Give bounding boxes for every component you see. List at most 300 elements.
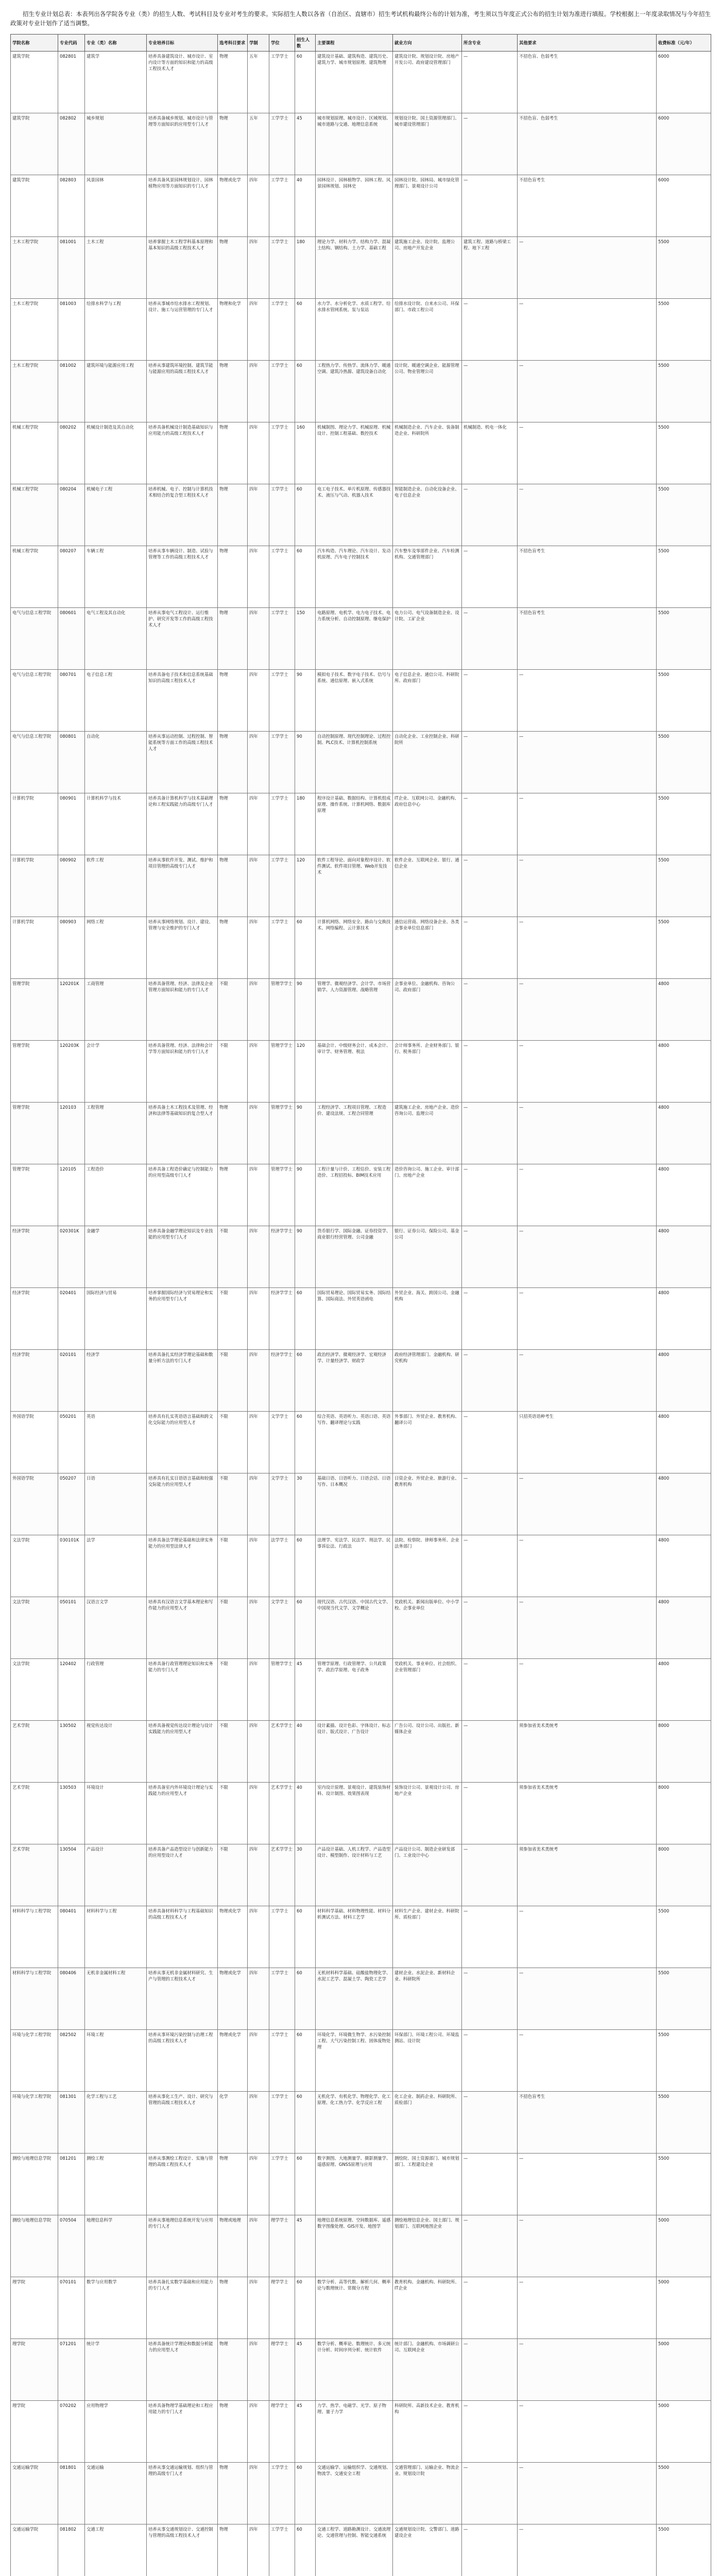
included-majors-cell: — bbox=[462, 793, 518, 855]
major-code-cell: 130503 bbox=[58, 1783, 85, 1844]
table-row bbox=[11, 361, 711, 422]
subject-requirement-cell: 物理 bbox=[218, 113, 248, 175]
major-code-cell: 020101 bbox=[58, 1350, 85, 1412]
degree-cell: 工学学士 bbox=[269, 175, 295, 237]
quota-cell: 40 bbox=[295, 1783, 316, 1844]
courses-cell: 室内设计原理、景观设计、建筑装饰材料、设计制图、效果图表现 bbox=[316, 1783, 393, 1844]
tuition-cell: 5500 bbox=[657, 422, 711, 484]
subject-requirement-cell: 不限 bbox=[218, 1350, 248, 1412]
degree-cell: 工学学士 bbox=[269, 2463, 295, 2524]
major-code-cell: 020301K bbox=[58, 1226, 85, 1288]
major-code-cell: 050101 bbox=[58, 1597, 85, 1659]
column-header: 专业（类）名称 bbox=[85, 35, 147, 52]
table-row bbox=[11, 1226, 711, 1288]
training-goal-cell: 培养具有扎实英语语言基础和跨文化交际能力的应用型人才 bbox=[147, 1412, 218, 1473]
courses-cell: 材料科学基础、材料物理性能、材料分析测试方法、材料工艺学 bbox=[316, 1906, 393, 1968]
other-requirements-cell: — bbox=[518, 2277, 657, 2339]
subject-requirement-cell: 物理 bbox=[218, 484, 248, 546]
career-cell: 会计师事务所、企业财务部门、银行、税务部门 bbox=[393, 1041, 462, 1103]
subject-requirement-cell: 物理或化学 bbox=[218, 1906, 248, 1968]
training-goal-cell: 培养具备管理、经济、法律及企业管理方面知识和能力的专门人才 bbox=[147, 979, 218, 1041]
college-cell: 电气与信息工程学院 bbox=[11, 732, 58, 793]
included-majors-cell: — bbox=[462, 732, 518, 793]
college-cell: 文法学院 bbox=[11, 1597, 58, 1659]
major-code-cell: 080601 bbox=[58, 608, 85, 670]
degree-cell: 文学学士 bbox=[269, 1597, 295, 1659]
table-row bbox=[11, 1535, 711, 1597]
college-cell: 电气与信息工程学院 bbox=[11, 608, 58, 670]
other-requirements-cell: — bbox=[518, 2154, 657, 2215]
tuition-cell: 4800 bbox=[657, 1226, 711, 1288]
subject-requirement-cell: 不限 bbox=[218, 1226, 248, 1288]
career-cell: 装饰设计公司、景观设计公司、房地产企业 bbox=[393, 1783, 462, 1844]
degree-cell: 理学学士 bbox=[269, 2339, 295, 2401]
included-majors-cell: — bbox=[462, 1164, 518, 1226]
duration-cell: 五年 bbox=[248, 52, 269, 113]
college-cell: 管理学院 bbox=[11, 1164, 58, 1226]
college-cell: 机械工程学院 bbox=[11, 422, 58, 484]
other-requirements-cell: 须参加省美术类统考 bbox=[518, 1844, 657, 1906]
other-requirements-cell: — bbox=[518, 2339, 657, 2401]
tuition-cell: 5500 bbox=[657, 732, 711, 793]
quota-cell: 60 bbox=[295, 2030, 316, 2092]
subject-requirement-cell: 物理 bbox=[218, 2524, 248, 2576]
quota-cell: 120 bbox=[295, 855, 316, 917]
table-row bbox=[11, 1968, 711, 2030]
career-cell: 交通规划设计院、交警部门、道路建设企业 bbox=[393, 2524, 462, 2576]
quota-cell: 60 bbox=[295, 2277, 316, 2339]
training-goal-cell: 培养从事车辆设计、制造、试验与管理等工作的高级工程技术人才 bbox=[147, 546, 218, 608]
included-majors-cell: — bbox=[462, 1906, 518, 1968]
included-majors-cell: — bbox=[462, 917, 518, 979]
career-cell: 交通管理部门、运输企业、物流企业、规划设计院 bbox=[393, 2463, 462, 2524]
subject-requirement-cell: 物理或地理 bbox=[218, 2215, 248, 2277]
college-cell: 经济学院 bbox=[11, 1226, 58, 1288]
quota-cell: 60 bbox=[295, 299, 316, 361]
tuition-cell: 5500 bbox=[657, 237, 711, 299]
enrollment-plan-table bbox=[10, 34, 711, 2576]
training-goal-cell: 培养具备物理学基础理论和工程应用能力的专门人才 bbox=[147, 2401, 218, 2463]
duration-cell: 四年 bbox=[248, 1597, 269, 1659]
major-name-cell: 行政管理 bbox=[85, 1659, 147, 1721]
major-name-cell: 建筑学 bbox=[85, 52, 147, 113]
table-row bbox=[11, 1721, 711, 1783]
tuition-cell: 5500 bbox=[657, 670, 711, 732]
major-name-cell: 机械电子工程 bbox=[85, 484, 147, 546]
column-header: 主要课程 bbox=[316, 35, 393, 52]
subject-requirement-cell: 不限 bbox=[218, 1288, 248, 1350]
subject-requirement-cell: 不限 bbox=[218, 1412, 248, 1473]
career-cell: 园林设计院、园林局、城市绿化管理部门、景观设计公司 bbox=[393, 175, 462, 237]
other-requirements-cell: — bbox=[518, 1535, 657, 1597]
major-name-cell: 电气工程及其自动化 bbox=[85, 608, 147, 670]
duration-cell: 四年 bbox=[248, 2215, 269, 2277]
major-code-cell: 080903 bbox=[58, 917, 85, 979]
subject-requirement-cell: 不限 bbox=[218, 1659, 248, 1721]
duration-cell: 四年 bbox=[248, 670, 269, 732]
tuition-cell: 4800 bbox=[657, 1350, 711, 1412]
major-code-cell: 080401 bbox=[58, 1906, 85, 1968]
major-code-cell: 081301 bbox=[58, 2092, 85, 2154]
duration-cell: 四年 bbox=[248, 1783, 269, 1844]
career-cell: 测绘地理信息企业、国土部门、规划部门、互联网地图企业 bbox=[393, 2215, 462, 2277]
major-name-cell: 数学与应用数学 bbox=[85, 2277, 147, 2339]
degree-cell: 文学学士 bbox=[269, 1412, 295, 1473]
courses-cell: 电工电子技术、单片机原理、传感器技术、液压与气动、机器人技术 bbox=[316, 484, 393, 546]
major-name-cell: 风景园林 bbox=[85, 175, 147, 237]
other-requirements-cell: — bbox=[518, 1659, 657, 1721]
included-majors-cell: 建筑工程、道路与桥梁工程、地下工程 bbox=[462, 237, 518, 299]
training-goal-cell: 培养具备视觉传达设计理论与设计实践能力的应用型人才 bbox=[147, 1721, 218, 1783]
quota-cell: 60 bbox=[295, 1968, 316, 2030]
tuition-cell: 8000 bbox=[657, 1721, 711, 1783]
duration-cell: 四年 bbox=[248, 484, 269, 546]
degree-cell: 理学学士 bbox=[269, 2215, 295, 2277]
major-name-cell: 环境工程 bbox=[85, 2030, 147, 2092]
quota-cell: 40 bbox=[295, 175, 316, 237]
degree-cell: 管理学学士 bbox=[269, 979, 295, 1041]
included-majors-cell: — bbox=[462, 979, 518, 1041]
career-cell: 政府经济管理部门、金融机构、研究机构 bbox=[393, 1350, 462, 1412]
college-cell: 外国语学院 bbox=[11, 1412, 58, 1473]
other-requirements-cell: 不招色盲考生 bbox=[518, 175, 657, 237]
subject-requirement-cell: 物理 bbox=[218, 546, 248, 608]
major-name-cell: 汉语言文学 bbox=[85, 1597, 147, 1659]
table-row bbox=[11, 1164, 711, 1226]
major-name-cell: 法学 bbox=[85, 1535, 147, 1597]
courses-cell: 基础日语、日语听力、日语会话、日语写作、日本概况 bbox=[316, 1473, 393, 1535]
subject-requirement-cell: 不限 bbox=[218, 979, 248, 1041]
included-majors-cell: — bbox=[462, 2277, 518, 2339]
courses-cell: 理论力学、材料力学、结构力学、混凝土结构、钢结构、土力学、基础工程 bbox=[316, 237, 393, 299]
career-cell: 法院、检察院、律师事务所、企业法务部门 bbox=[393, 1535, 462, 1597]
other-requirements-cell: — bbox=[518, 1473, 657, 1535]
duration-cell: 四年 bbox=[248, 1103, 269, 1164]
tuition-cell: 6000 bbox=[657, 113, 711, 175]
major-name-cell: 会计学 bbox=[85, 1041, 147, 1103]
degree-cell: 经济学学士 bbox=[269, 1350, 295, 1412]
column-header: 专业代码 bbox=[58, 35, 85, 52]
training-goal-cell: 培养具备法学理论基础和法律实务能力的应用型法律人才 bbox=[147, 1535, 218, 1597]
training-goal-cell: 培养从事网络规划、设计、建设、管理与安全维护的专门人才 bbox=[147, 917, 218, 979]
college-cell: 艺术学院 bbox=[11, 1721, 58, 1783]
tuition-cell: 4800 bbox=[657, 1597, 711, 1659]
training-goal-cell: 培养具备扎实数学基础和应用能力的专门人才 bbox=[147, 2277, 218, 2339]
major-name-cell: 日语 bbox=[85, 1473, 147, 1535]
subject-requirement-cell: 物理 bbox=[218, 2401, 248, 2463]
table-row bbox=[11, 979, 711, 1041]
major-code-cell: 120203K bbox=[58, 1041, 85, 1103]
other-requirements-cell: — bbox=[518, 979, 657, 1041]
major-name-cell: 测绘工程 bbox=[85, 2154, 147, 2215]
other-requirements-cell: — bbox=[518, 2215, 657, 2277]
college-cell: 理学院 bbox=[11, 2277, 58, 2339]
subject-requirement-cell: 物理 bbox=[218, 2154, 248, 2215]
quota-cell: 90 bbox=[295, 1164, 316, 1226]
other-requirements-cell: — bbox=[518, 299, 657, 361]
career-cell: 机械制造企业、汽车企业、装备制造企业、科研院所 bbox=[393, 422, 462, 484]
major-code-cell: 080902 bbox=[58, 855, 85, 917]
duration-cell: 四年 bbox=[248, 1535, 269, 1597]
training-goal-cell: 培养具备扎实经济学理论基础和数量分析方法的专门人才 bbox=[147, 1350, 218, 1412]
quota-cell: 60 bbox=[295, 917, 316, 979]
courses-cell: 数学分析、高等代数、解析几何、概率论与数理统计、常微分方程 bbox=[316, 2277, 393, 2339]
major-name-cell: 国际经济与贸易 bbox=[85, 1288, 147, 1350]
major-code-cell: 120402 bbox=[58, 1659, 85, 1721]
tuition-cell: 4800 bbox=[657, 1412, 711, 1473]
tuition-cell: 5500 bbox=[657, 2463, 711, 2524]
courses-cell: 交通运输学、运输组织学、交通规划、物流学、交通安全工程 bbox=[316, 2463, 393, 2524]
included-majors-cell: — bbox=[462, 1535, 518, 1597]
quota-cell: 90 bbox=[295, 732, 316, 793]
duration-cell: 四年 bbox=[248, 979, 269, 1041]
major-name-cell: 工商管理 bbox=[85, 979, 147, 1041]
quota-cell: 120 bbox=[295, 1041, 316, 1103]
major-code-cell: 020401 bbox=[58, 1288, 85, 1350]
included-majors-cell: — bbox=[462, 1968, 518, 2030]
college-cell: 环境与化学工程学院 bbox=[11, 2092, 58, 2154]
courses-cell: 设计素描、设计色彩、字体设计、标志设计、版式设计、广告设计 bbox=[316, 1721, 393, 1783]
training-goal-cell: 培养从事地理信息系统开发与应用的专门人才 bbox=[147, 2215, 218, 2277]
degree-cell: 工学学士 bbox=[269, 113, 295, 175]
tuition-cell: 4800 bbox=[657, 1659, 711, 1721]
career-cell: 建筑施工企业、房地产企业、造价咨询公司、监理公司 bbox=[393, 1103, 462, 1164]
degree-cell: 管理学学士 bbox=[269, 1103, 295, 1164]
included-majors-cell: — bbox=[462, 1041, 518, 1103]
major-name-cell: 电子信息工程 bbox=[85, 670, 147, 732]
table-row bbox=[11, 793, 711, 855]
other-requirements-cell: — bbox=[518, 237, 657, 299]
college-cell: 文法学院 bbox=[11, 1659, 58, 1721]
table-row bbox=[11, 2030, 711, 2092]
duration-cell: 四年 bbox=[248, 2401, 269, 2463]
training-goal-cell: 培养从事建筑环境控制、建筑节能与能源应用的高级工程技术人才 bbox=[147, 361, 218, 422]
career-cell: IT企业、互联网公司、金融机构、政府信息中心 bbox=[393, 793, 462, 855]
other-requirements-cell: — bbox=[518, 1968, 657, 2030]
major-code-cell: 050201 bbox=[58, 1412, 85, 1473]
quota-cell: 150 bbox=[295, 608, 316, 670]
degree-cell: 工学学士 bbox=[269, 732, 295, 793]
college-cell: 电气与信息工程学院 bbox=[11, 670, 58, 732]
degree-cell: 工学学士 bbox=[269, 299, 295, 361]
degree-cell: 法学学士 bbox=[269, 1535, 295, 1597]
included-majors-cell: — bbox=[462, 113, 518, 175]
tuition-cell: 5500 bbox=[657, 1968, 711, 2030]
major-name-cell: 经济学 bbox=[85, 1350, 147, 1412]
degree-cell: 经济学学士 bbox=[269, 1288, 295, 1350]
column-header: 其他要求 bbox=[518, 35, 657, 52]
duration-cell: 四年 bbox=[248, 1659, 269, 1721]
career-cell: 科研院所、高新技术企业、教育机构 bbox=[393, 2401, 462, 2463]
quota-cell: 60 bbox=[295, 1412, 316, 1473]
tuition-cell: 4800 bbox=[657, 1535, 711, 1597]
tuition-cell: 5500 bbox=[657, 2524, 711, 2576]
career-cell: 电力公司、电气设备制造企业、设计院、工矿企业 bbox=[393, 608, 462, 670]
included-majors-cell: — bbox=[462, 2154, 518, 2215]
major-name-cell: 环境设计 bbox=[85, 1783, 147, 1844]
major-name-cell: 城乡规划 bbox=[85, 113, 147, 175]
plan-notice: 招生专业计划总表：本表列出各学院各专业（类）的招生人数、考试科目及专业对考生的要求。实际招生人数以各省（自治区、直辖市）招生考试机构最终公布的计划为准，考生须以当年度正式公布的招生计划为准进行填报。学校根据上一年度录取情况与今年招生政策对专业计划作了适当调整。 bbox=[10, 10, 711, 27]
tuition-cell: 6000 bbox=[657, 175, 711, 237]
subject-requirement-cell: 物理或化学 bbox=[218, 1968, 248, 2030]
included-majors-cell: — bbox=[462, 2463, 518, 2524]
career-cell: 建筑设计院、规划设计院、房地产开发公司、政府建设管理部门 bbox=[393, 52, 462, 113]
major-name-cell: 建筑环境与能源应用工程 bbox=[85, 361, 147, 422]
major-name-cell: 英语 bbox=[85, 1412, 147, 1473]
subject-requirement-cell: 物理 bbox=[218, 732, 248, 793]
training-goal-cell: 培养掌握国际经济与贸易理论和实务的应用型专门人才 bbox=[147, 1288, 218, 1350]
tuition-cell: 4800 bbox=[657, 979, 711, 1041]
subject-requirement-cell: 物理 bbox=[218, 52, 248, 113]
table-row bbox=[11, 855, 711, 917]
major-code-cell: 080406 bbox=[58, 1968, 85, 2030]
included-majors-cell: — bbox=[462, 855, 518, 917]
other-requirements-cell: — bbox=[518, 1906, 657, 1968]
quota-cell: 60 bbox=[295, 1906, 316, 1968]
subject-requirement-cell: 物理或化学 bbox=[218, 175, 248, 237]
college-cell: 交通运输学院 bbox=[11, 2463, 58, 2524]
table-row bbox=[11, 917, 711, 979]
other-requirements-cell: — bbox=[518, 2401, 657, 2463]
duration-cell: 四年 bbox=[248, 2030, 269, 2092]
college-cell: 计算机学院 bbox=[11, 855, 58, 917]
quota-cell: 60 bbox=[295, 484, 316, 546]
table-row bbox=[11, 175, 711, 237]
training-goal-cell: 培养具有扎实日语语言基础和较强交际能力的应用型人才 bbox=[147, 1473, 218, 1535]
table-row bbox=[11, 670, 711, 732]
career-cell: 智能制造企业、自动化设备企业、电子信息企业 bbox=[393, 484, 462, 546]
courses-cell: 工程热力学、传热学、流体力学、暖通空调、建筑冷热源、建筑设备自动化 bbox=[316, 361, 393, 422]
subject-requirement-cell: 物理 bbox=[218, 917, 248, 979]
college-cell: 艺术学院 bbox=[11, 1783, 58, 1844]
table-row bbox=[11, 732, 711, 793]
duration-cell: 四年 bbox=[248, 299, 269, 361]
other-requirements-cell: — bbox=[518, 1103, 657, 1164]
degree-cell: 工学学士 bbox=[269, 484, 295, 546]
training-goal-cell: 培养具备城乡规划、城市设计与管理等方面知识的应用型专门人才 bbox=[147, 113, 218, 175]
major-name-cell: 视觉传达设计 bbox=[85, 1721, 147, 1783]
courses-cell: 模拟电子技术、数字电子技术、信号与系统、通信原理、嵌入式系统 bbox=[316, 670, 393, 732]
major-name-cell: 工程管理 bbox=[85, 1103, 147, 1164]
major-code-cell: 081201 bbox=[58, 2154, 85, 2215]
tuition-cell: 4800 bbox=[657, 1473, 711, 1535]
courses-cell: 园林设计、园林植物学、园林工程、风景园林规划、园林史 bbox=[316, 175, 393, 237]
subject-requirement-cell: 物理 bbox=[218, 855, 248, 917]
duration-cell: 四年 bbox=[248, 422, 269, 484]
training-goal-cell: 培养掌握土木工程学科基本原理和基本知识的高级工程技术人才 bbox=[147, 237, 218, 299]
quota-cell: 30 bbox=[295, 1473, 316, 1535]
other-requirements-cell: — bbox=[518, 1226, 657, 1288]
college-cell: 建筑学院 bbox=[11, 113, 58, 175]
major-code-cell: 070504 bbox=[58, 2215, 85, 2277]
duration-cell: 五年 bbox=[248, 113, 269, 175]
career-cell: 日资企业、外贸企业、旅游行业、教育机构 bbox=[393, 1473, 462, 1535]
tuition-cell: 5000 bbox=[657, 2401, 711, 2463]
subject-requirement-cell: 物理 bbox=[218, 793, 248, 855]
column-header: 选考科目要求 bbox=[218, 35, 248, 52]
quota-cell: 60 bbox=[295, 1535, 316, 1597]
degree-cell: 工学学士 bbox=[269, 670, 295, 732]
courses-cell: 综合英语、英语听力、英语口语、英语写作、翻译理论与实践 bbox=[316, 1412, 393, 1473]
training-goal-cell: 培养具有汉语言文学基本理论和写作能力的应用型人才 bbox=[147, 1597, 218, 1659]
major-code-cell: 082502 bbox=[58, 2030, 85, 2092]
courses-cell: 计算机网络、网络安全、路由与交换技术、网络编程、云计算技术 bbox=[316, 917, 393, 979]
college-cell: 经济学院 bbox=[11, 1350, 58, 1412]
major-code-cell: 081802 bbox=[58, 2524, 85, 2576]
table-row bbox=[11, 2215, 711, 2277]
courses-cell: 力学、热学、电磁学、光学、原子物理、量子力学 bbox=[316, 2401, 393, 2463]
included-majors-cell: 机械制造、机电一体化 bbox=[462, 422, 518, 484]
tuition-cell: 4800 bbox=[657, 1103, 711, 1164]
training-goal-cell: 培养具备土木工程技术及管理、经济和法律等基础知识的复合型人才 bbox=[147, 1103, 218, 1164]
other-requirements-cell: — bbox=[518, 917, 657, 979]
quota-cell: 30 bbox=[295, 1844, 316, 1906]
training-goal-cell: 培养具备管理、经济、法律和会计学等方面知识和能力的专门人才 bbox=[147, 1041, 218, 1103]
college-cell: 机械工程学院 bbox=[11, 484, 58, 546]
included-majors-cell: — bbox=[462, 1659, 518, 1721]
duration-cell: 四年 bbox=[248, 1412, 269, 1473]
courses-cell: 软件工程导论、面向对象程序设计、软件测试、软件项目管理、Web开发技术 bbox=[316, 855, 393, 917]
major-code-cell: 120201K bbox=[58, 979, 85, 1041]
table-row bbox=[11, 1103, 711, 1164]
duration-cell: 四年 bbox=[248, 1226, 269, 1288]
table-row bbox=[11, 1041, 711, 1103]
career-cell: 汽车整车及零部件企业、汽车检测机构、交通管理部门 bbox=[393, 546, 462, 608]
tuition-cell: 5500 bbox=[657, 2030, 711, 2092]
degree-cell: 艺术学学士 bbox=[269, 1721, 295, 1783]
duration-cell: 四年 bbox=[248, 2463, 269, 2524]
subject-requirement-cell: 物理 bbox=[218, 422, 248, 484]
other-requirements-cell: — bbox=[518, 2030, 657, 2092]
included-majors-cell: — bbox=[462, 1350, 518, 1412]
courses-cell: 水力学、水分析化学、水质工程学、给水排水管网系统、泵与泵站 bbox=[316, 299, 393, 361]
degree-cell: 工学学士 bbox=[269, 2092, 295, 2154]
courses-cell: 无机化学、有机化学、物理化学、化工原理、化工热力学、化学反应工程 bbox=[316, 2092, 393, 2154]
tuition-cell: 5500 bbox=[657, 608, 711, 670]
included-majors-cell: — bbox=[462, 1103, 518, 1164]
courses-cell: 货币银行学、国际金融、证券投资学、商业银行经营管理、公司金融 bbox=[316, 1226, 393, 1288]
degree-cell: 工学学士 bbox=[269, 2154, 295, 2215]
major-code-cell: 081801 bbox=[58, 2463, 85, 2524]
subject-requirement-cell: 化学 bbox=[218, 2092, 248, 2154]
tuition-cell: 4800 bbox=[657, 1041, 711, 1103]
courses-cell: 管理学、微观经济学、会计学、市场营销学、人力资源管理、战略管理 bbox=[316, 979, 393, 1041]
subject-requirement-cell: 物理 bbox=[218, 237, 248, 299]
career-cell: 建筑施工企业、设计院、监理公司、房地产开发企业 bbox=[393, 237, 462, 299]
table-row bbox=[11, 484, 711, 546]
major-name-cell: 软件工程 bbox=[85, 855, 147, 917]
courses-cell: 法理学、宪法学、民法学、刑法学、民事诉讼法、行政法 bbox=[316, 1535, 393, 1597]
other-requirements-cell: — bbox=[518, 1350, 657, 1412]
other-requirements-cell: — bbox=[518, 732, 657, 793]
table-row bbox=[11, 1906, 711, 1968]
degree-cell: 工学学士 bbox=[269, 422, 295, 484]
table-row bbox=[11, 1288, 711, 1350]
duration-cell: 四年 bbox=[248, 608, 269, 670]
other-requirements-cell: — bbox=[518, 1288, 657, 1350]
tuition-cell: 5500 bbox=[657, 793, 711, 855]
career-cell: 材料生产企业、建材企业、科研院所、质检部门 bbox=[393, 1906, 462, 1968]
courses-cell: 数字测图、大地测量学、摄影测量学、遥感原理、GNSS原理与应用 bbox=[316, 2154, 393, 2215]
included-majors-cell: — bbox=[462, 1844, 518, 1906]
table-row bbox=[11, 1597, 711, 1659]
major-name-cell: 应用物理学 bbox=[85, 2401, 147, 2463]
degree-cell: 工学学士 bbox=[269, 1968, 295, 2030]
degree-cell: 经济学学士 bbox=[269, 1226, 295, 1288]
major-name-cell: 给排水科学与工程 bbox=[85, 299, 147, 361]
career-cell: 广告公司、设计公司、出版社、新媒体企业 bbox=[393, 1721, 462, 1783]
courses-cell: 交通工程学、道路勘测设计、交通流理论、交通管理与控制、智能交通系统 bbox=[316, 2524, 393, 2576]
